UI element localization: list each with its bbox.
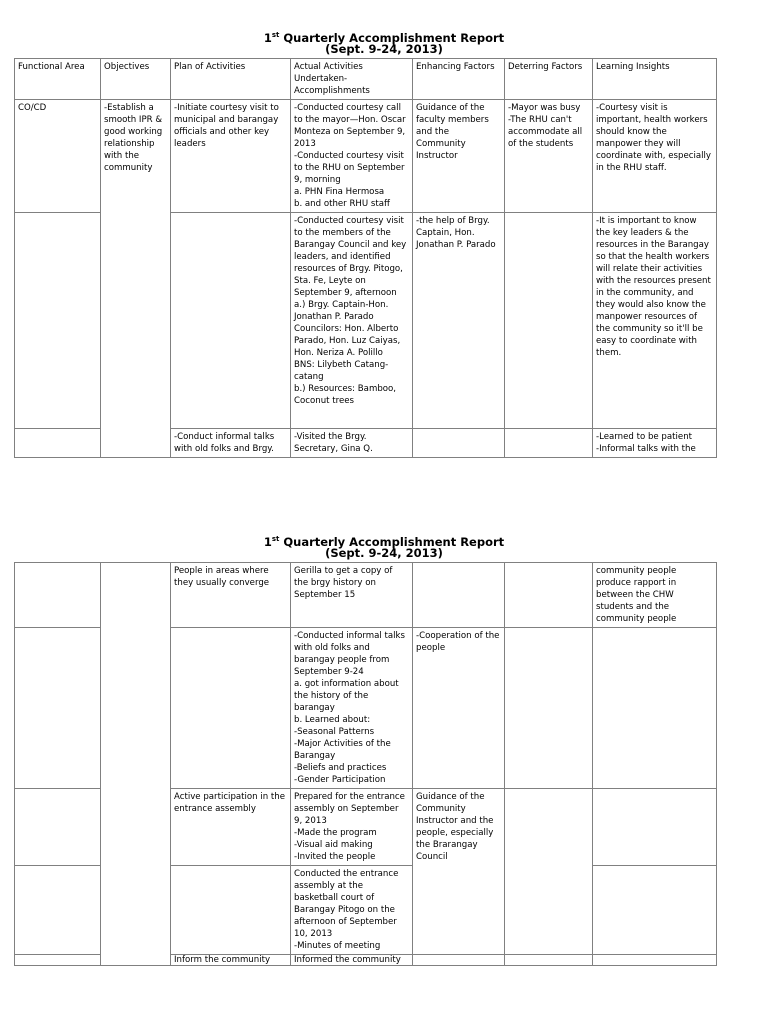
actual-cell: -Visited the Brgy. Secretary, Gina Q. — [291, 429, 413, 458]
insights-cell: -Learned to be patient -Informal talks with the — [593, 429, 717, 458]
deterring-cell — [505, 563, 593, 628]
deterring-cell — [505, 429, 593, 458]
functional-area-cell — [15, 563, 101, 628]
plan-cell: -Initiate courtesy visit to municipal and barangay officials and other key leaders — [171, 100, 291, 213]
deterring-cell — [505, 213, 593, 429]
enhancing-cell — [413, 429, 505, 458]
enhancing-cell: -the help of Brgy. Captain, Hon. Jonathan P. Parado — [413, 213, 505, 429]
enhancing-cell — [413, 563, 505, 628]
header-insights: Learning Insights — [593, 59, 717, 100]
accomplishment-table — [14, 58, 717, 458]
enhancing-cell — [413, 955, 505, 966]
header-enhancing: Enhancing Factors — [413, 59, 505, 100]
deterring-cell — [505, 789, 593, 955]
objective-cell: -Establish a smooth IPR & good working relationship with the community — [101, 100, 171, 458]
enhancing-cell: Guidance of the faculty members and the Community Instructor — [413, 100, 505, 213]
plan-cell: -Conduct informal talks with old folks and Brgy. — [171, 429, 291, 458]
plan-cell — [171, 213, 291, 429]
plan-cell: People in areas where they usually converge — [171, 563, 291, 628]
actual-cell: -Conducted informal talks with old folks and barangay people from September 9-24 a. got information about the history of the barangay b. Learned about: -Seasonal Patterns -Major Activities of the Barangay -Beliefs and practices -Gender Participation — [291, 628, 413, 789]
insights-cell — [593, 866, 717, 955]
functional-area-cell — [15, 866, 101, 955]
actual-cell: Prepared for the entrance assembly on September 9, 2013 -Made the program -Visual aid making -Invited the people — [291, 789, 413, 866]
table-row — [15, 100, 717, 213]
actual-cell: Conducted the entrance assembly at the basketball court of Barangay Pitogo on the afternoon of September 10, 2013 -Minutes of meeting — [291, 866, 413, 955]
accomplishment-table-continued — [14, 562, 717, 966]
actual-cell: -Conducted courtesy visit to the members of the Barangay Council and key leaders, and identified resources of Brgy. Pitogo, Sta. Fe, Leyte on September 9, afternoon a.) Brgy. Captain-Hon. Jonathan P. Parado Councilors: Hon. Alberto Parado, Hon. Luz Caiyas, Hon. Neriza A. Polillo BNS: Lilybeth Catang-catang b.) Resources: Bamboo, Coconut trees — [291, 213, 413, 429]
insights-cell: -Courtesy visit is important, health workers should know the manpower they will coordinate with, especially in the RHU staff. — [593, 100, 717, 213]
plan-cell — [171, 866, 291, 955]
enhancing-cell: Guidance of the Community Instructor and the people, especially the Brarangay Council — [413, 789, 505, 955]
functional-area-cell — [15, 213, 101, 429]
report-title: 1st Quarterly Accomplishment Report — [263, 534, 505, 549]
insights-cell — [593, 628, 717, 789]
report-subtitle: (Sept. 9-24, 2013) — [325, 546, 443, 560]
functional-area-cell — [15, 789, 101, 866]
insights-cell: community people produce rapport in between the CHW students and the community people — [593, 563, 717, 628]
functional-area-cell — [15, 955, 101, 966]
deterring-cell — [505, 628, 593, 789]
plan-cell: Active participation in the entrance assembly — [171, 789, 291, 866]
header-functional-area: Functional Area — [15, 59, 101, 100]
header-actual: Actual Activities Undertaken-Accomplishments — [291, 59, 413, 100]
report-title: 1st Quarterly Accomplishment Report — [263, 30, 505, 45]
insights-cell — [593, 789, 717, 866]
deterring-cell — [505, 955, 593, 966]
header-deterring: Deterring Factors — [505, 59, 593, 100]
table-row — [15, 563, 717, 628]
header-plan: Plan of Activities — [171, 59, 291, 100]
objective-cell — [101, 563, 171, 966]
functional-area-cell — [15, 628, 101, 789]
insights-cell: -It is important to know the key leaders & the resources in the Barangay so that the health workers will relate their activities with the resources present in the community, and they would also know the manpower resources of the community so it'll be easy to coordinate with them. — [593, 213, 717, 429]
header-objectives: Objectives — [101, 59, 171, 100]
report-subtitle: (Sept. 9-24, 2013) — [325, 42, 443, 56]
plan-cell — [171, 628, 291, 789]
functional-area-cell — [15, 429, 101, 458]
enhancing-cell: -Cooperation of the people — [413, 628, 505, 789]
actual-cell: Gerilla to get a copy of the brgy history on September 15 — [291, 563, 413, 628]
functional-area-cell: CO/CD — [15, 100, 101, 213]
actual-cell: Informed the community — [291, 955, 413, 966]
header-row — [15, 59, 717, 100]
deterring-cell: -Mayor was busy -The RHU can't accommodate all of the students — [505, 100, 593, 213]
plan-cell: Inform the community — [171, 955, 291, 966]
insights-cell — [593, 955, 717, 966]
actual-cell: -Conducted courtesy call to the mayor—Hon. Oscar Monteza on September 9, 2013 -Conducted courtesy visit to the RHU on September 9, morning a. PHN Fina Hermosa b. and other RHU staff — [291, 100, 413, 213]
